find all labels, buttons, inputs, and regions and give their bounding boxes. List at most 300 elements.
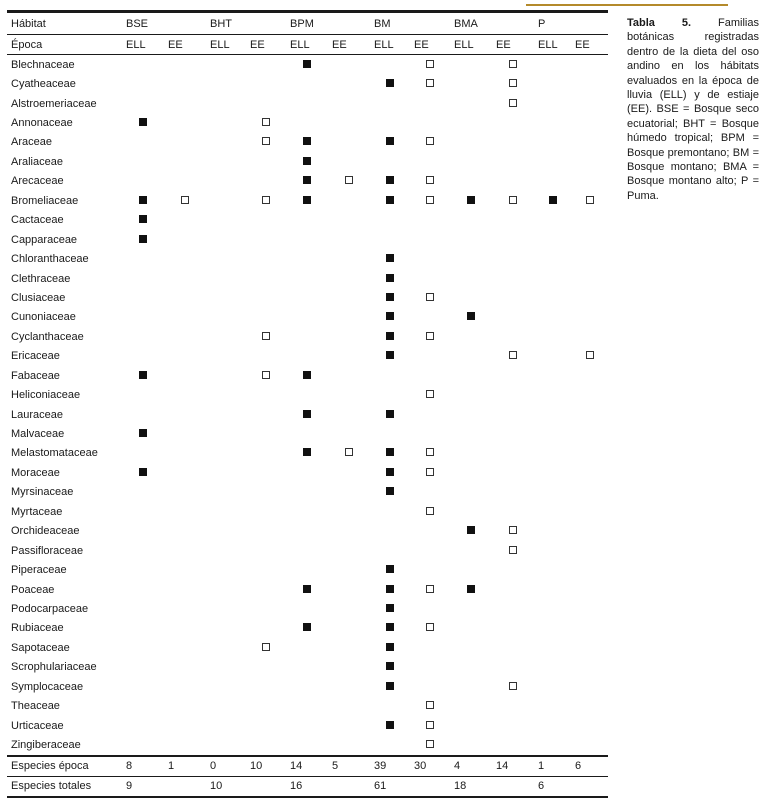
presence-cell [450, 308, 492, 327]
presence-cell [450, 55, 492, 75]
presence-cell [571, 113, 608, 132]
presence-cell [410, 735, 450, 755]
presence-cell [534, 560, 571, 579]
presence-cell [534, 638, 571, 657]
presence-cell [206, 405, 246, 424]
empty-square-icon [426, 60, 434, 68]
presence-cell [492, 677, 534, 696]
family-name: Blechnaceae [11, 58, 75, 71]
presence-cell [164, 405, 206, 424]
presence-cell [370, 560, 410, 579]
presence-cell [164, 677, 206, 696]
presence-cell [534, 502, 571, 521]
empty-square-icon [426, 507, 434, 515]
presence-cell [450, 560, 492, 579]
presence-cell [328, 658, 370, 677]
presence-cell [450, 444, 492, 463]
empty-square-icon [426, 176, 434, 184]
presence-cell [410, 599, 450, 618]
presence-cell [534, 211, 571, 230]
presence-cell [328, 308, 370, 327]
presence-cell [492, 463, 534, 482]
filled-square-icon [303, 176, 311, 184]
presence-cell [206, 327, 246, 346]
presence-cell [164, 133, 206, 152]
presence-cell [206, 522, 246, 541]
presence-cell [328, 580, 370, 599]
presence-cell [410, 541, 450, 560]
empty-square-icon [181, 196, 189, 204]
presence-cell [164, 211, 206, 230]
presence-cell [246, 522, 286, 541]
presence-cell [450, 716, 492, 735]
presence-cell [328, 211, 370, 230]
presence-cell [164, 230, 206, 249]
table-row [7, 74, 608, 93]
empty-square-icon [509, 351, 517, 359]
filled-square-icon [386, 137, 394, 145]
presence-cell [122, 502, 164, 521]
presence-cell [206, 191, 246, 210]
presence-cell [164, 308, 206, 327]
especies-totales-value: 18 [450, 776, 534, 797]
family-name: Sapotaceae [11, 641, 70, 654]
empty-square-icon [262, 118, 270, 126]
filled-square-icon [386, 448, 394, 456]
presence-cell [286, 94, 328, 113]
presence-cell [206, 424, 246, 443]
presence-cell [492, 522, 534, 541]
presence-cell [122, 696, 164, 715]
presence-cell [122, 638, 164, 657]
presence-cell [410, 133, 450, 152]
presence-cell [370, 152, 410, 171]
presence-cell [328, 385, 370, 404]
filled-square-icon [386, 79, 394, 87]
table-row [7, 366, 608, 385]
presence-cell [206, 172, 246, 191]
presence-cell [246, 677, 286, 696]
presence-cell [410, 74, 450, 93]
family-name: Cactaceae [11, 214, 64, 227]
presence-cell [450, 502, 492, 521]
presence-cell [370, 55, 410, 75]
empty-square-icon [426, 79, 434, 87]
presence-cell [450, 288, 492, 307]
empty-square-icon [426, 196, 434, 204]
presence-cell [328, 424, 370, 443]
presence-cell [328, 230, 370, 249]
habitat-header: BSE [122, 12, 206, 35]
presence-cell [410, 560, 450, 579]
family-name: Orchideaceae [11, 525, 80, 538]
presence-cell [164, 113, 206, 132]
presence-cell [571, 677, 608, 696]
presence-cell [122, 74, 164, 93]
presence-cell [571, 152, 608, 171]
presence-cell [206, 211, 246, 230]
presence-cell [286, 599, 328, 618]
presence-cell [246, 658, 286, 677]
presence-cell [370, 735, 410, 755]
presence-cell [492, 113, 534, 132]
empty-square-icon [509, 682, 517, 690]
presence-cell [328, 735, 370, 755]
empty-square-icon [345, 448, 353, 456]
empty-square-icon [426, 332, 434, 340]
empty-square-icon [345, 176, 353, 184]
presence-cell [534, 55, 571, 75]
diet-families-table [7, 10, 608, 798]
family-name: Scrophulariaceae [11, 661, 97, 674]
accent-rule [526, 4, 728, 6]
presence-cell [571, 288, 608, 307]
presence-cell [286, 152, 328, 171]
presence-cell [534, 463, 571, 482]
presence-cell [328, 94, 370, 113]
family-name: Chloranthaceae [11, 253, 89, 266]
table-row [7, 735, 608, 755]
presence-cell [571, 74, 608, 93]
presence-cell [206, 269, 246, 288]
presence-cell [286, 424, 328, 443]
presence-cell [206, 735, 246, 755]
family-name: Theaceae [11, 700, 60, 713]
presence-cell [246, 716, 286, 735]
family-name: Cunoniaceae [11, 311, 76, 324]
family-name: Arecaceae [11, 175, 64, 188]
presence-cell [164, 385, 206, 404]
family-name: Urticaceae [11, 719, 64, 732]
filled-square-icon [386, 682, 394, 690]
presence-cell [450, 619, 492, 638]
empty-square-icon [509, 526, 517, 534]
presence-cell [571, 735, 608, 755]
presence-cell [450, 74, 492, 93]
presence-cell [206, 230, 246, 249]
table-row [7, 385, 608, 404]
presence-cell [571, 444, 608, 463]
presence-cell [246, 288, 286, 307]
especies-epoca-value: 5 [328, 756, 370, 777]
presence-cell [492, 191, 534, 210]
filled-square-icon [386, 643, 394, 651]
especies-epoca-value: 30 [410, 756, 450, 777]
presence-cell [534, 308, 571, 327]
epoca-header: ELL [370, 35, 410, 55]
presence-cell [571, 385, 608, 404]
table-row [7, 677, 608, 696]
family-name: Myrsinaceae [11, 486, 74, 499]
presence-cell [328, 269, 370, 288]
presence-cell [328, 463, 370, 482]
presence-cell [410, 347, 450, 366]
presence-cell [450, 172, 492, 191]
empty-square-icon [262, 137, 270, 145]
filled-square-icon [303, 623, 311, 631]
presence-cell [246, 502, 286, 521]
presence-cell [122, 55, 164, 75]
especies-epoca-value: 4 [450, 756, 492, 777]
presence-cell [246, 560, 286, 579]
presence-cell [122, 288, 164, 307]
presence-cell [246, 483, 286, 502]
epoca-header: ELL [206, 35, 246, 55]
presence-cell [122, 735, 164, 755]
presence-cell [450, 347, 492, 366]
presence-cell [370, 288, 410, 307]
empty-square-icon [426, 701, 434, 709]
presence-cell [410, 327, 450, 346]
table-row [7, 658, 608, 677]
table-row [7, 716, 608, 735]
presence-cell [410, 580, 450, 599]
presence-cell [246, 211, 286, 230]
presence-cell [370, 424, 410, 443]
presence-cell [410, 463, 450, 482]
presence-cell [492, 502, 534, 521]
especies-epoca-value: 8 [122, 756, 164, 777]
table-row [7, 191, 608, 210]
presence-cell [286, 347, 328, 366]
presence-cell [206, 308, 246, 327]
filled-square-icon [139, 429, 147, 437]
presence-cell [164, 191, 206, 210]
presence-cell [534, 580, 571, 599]
presence-cell [286, 463, 328, 482]
presence-cell [246, 580, 286, 599]
presence-cell [370, 327, 410, 346]
presence-cell [122, 152, 164, 171]
presence-cell [122, 580, 164, 599]
presence-cell [122, 211, 164, 230]
presence-cell [328, 347, 370, 366]
presence-cell [246, 191, 286, 210]
presence-cell [410, 677, 450, 696]
presence-cell [370, 133, 410, 152]
presence-cell [328, 677, 370, 696]
presence-cell [246, 152, 286, 171]
presence-cell [571, 463, 608, 482]
table-row [7, 696, 608, 715]
especies-totales-value: 16 [286, 776, 370, 797]
presence-cell [164, 249, 206, 268]
empty-square-icon [509, 60, 517, 68]
habitat-header: BM [370, 12, 450, 35]
presence-cell [450, 385, 492, 404]
filled-square-icon [386, 293, 394, 301]
table-row [7, 113, 608, 132]
presence-cell [571, 502, 608, 521]
empty-square-icon [426, 390, 434, 398]
presence-cell [450, 113, 492, 132]
presence-cell [122, 249, 164, 268]
presence-cell [571, 133, 608, 152]
presence-cell [328, 560, 370, 579]
presence-cell [450, 599, 492, 618]
presence-cell [534, 269, 571, 288]
presence-cell [286, 308, 328, 327]
presence-cell [328, 113, 370, 132]
especies-epoca-row [7, 756, 608, 777]
presence-cell [246, 444, 286, 463]
presence-cell [122, 716, 164, 735]
presence-cell [286, 133, 328, 152]
presence-cell [206, 677, 246, 696]
presence-cell [571, 716, 608, 735]
presence-cell [206, 74, 246, 93]
presence-cell [286, 541, 328, 560]
presence-cell [164, 522, 206, 541]
presence-cell [122, 269, 164, 288]
presence-cell [370, 211, 410, 230]
empty-square-icon [426, 740, 434, 748]
presence-cell [206, 113, 246, 132]
presence-cell [370, 522, 410, 541]
presence-cell [246, 94, 286, 113]
family-name: Malvaceae [11, 428, 65, 441]
presence-cell [328, 288, 370, 307]
presence-cell [370, 541, 410, 560]
filled-square-icon [139, 118, 147, 126]
presence-cell [571, 599, 608, 618]
presence-cell [410, 55, 450, 75]
habitat-header: BMA [450, 12, 534, 35]
presence-cell [450, 191, 492, 210]
especies-totales-row [7, 776, 608, 797]
empty-square-icon [262, 371, 270, 379]
presence-cell [286, 560, 328, 579]
presence-cell [370, 74, 410, 93]
family-name: Araceae [11, 136, 52, 149]
presence-cell [246, 55, 286, 75]
presence-cell [492, 444, 534, 463]
presence-cell [164, 541, 206, 560]
presence-cell [206, 658, 246, 677]
especies-epoca-value: 14 [492, 756, 534, 777]
presence-cell [450, 366, 492, 385]
family-name: Cyclanthaceae [11, 330, 84, 343]
empty-square-icon [586, 196, 594, 204]
table-row [7, 502, 608, 521]
presence-cell [286, 658, 328, 677]
presence-cell [246, 347, 286, 366]
presence-cell [328, 55, 370, 75]
presence-cell [206, 94, 246, 113]
habitat-header: BHT [206, 12, 286, 35]
presence-cell [571, 424, 608, 443]
presence-cell [286, 696, 328, 715]
table-row [7, 483, 608, 502]
filled-square-icon [386, 332, 394, 340]
family-name: Passifloraceae [11, 544, 84, 557]
presence-cell [571, 619, 608, 638]
habitat-label: Hábitat [7, 12, 122, 35]
presence-cell [410, 94, 450, 113]
presence-cell [206, 288, 246, 307]
presence-cell [286, 522, 328, 541]
presence-cell [410, 249, 450, 268]
presence-cell [246, 308, 286, 327]
presence-cell [571, 638, 608, 657]
presence-cell [286, 327, 328, 346]
presence-cell [450, 211, 492, 230]
presence-cell [370, 677, 410, 696]
presence-cell [534, 522, 571, 541]
presence-cell [164, 288, 206, 307]
presence-cell [122, 483, 164, 502]
presence-cell [164, 580, 206, 599]
presence-cell [492, 94, 534, 113]
family-name: Cyatheaceae [11, 78, 76, 91]
presence-cell [206, 502, 246, 521]
presence-cell [328, 152, 370, 171]
presence-cell [206, 716, 246, 735]
presence-cell [122, 366, 164, 385]
presence-cell [122, 94, 164, 113]
presence-cell [534, 113, 571, 132]
presence-cell [571, 249, 608, 268]
presence-cell [534, 288, 571, 307]
presence-cell [206, 638, 246, 657]
table-row [7, 619, 608, 638]
presence-cell [571, 522, 608, 541]
presence-cell [164, 74, 206, 93]
presence-cell [450, 424, 492, 443]
presence-cell [122, 405, 164, 424]
table-row [7, 327, 608, 346]
empty-square-icon [262, 196, 270, 204]
empty-square-icon [509, 546, 517, 554]
epoca-header: EE [410, 35, 450, 55]
presence-cell [328, 133, 370, 152]
presence-cell [122, 560, 164, 579]
presence-cell [246, 366, 286, 385]
presence-cell [122, 522, 164, 541]
filled-square-icon [386, 604, 394, 612]
presence-cell [370, 502, 410, 521]
table-row [7, 580, 608, 599]
especies-epoca-value: 1 [164, 756, 206, 777]
presence-cell [122, 599, 164, 618]
filled-square-icon [467, 196, 475, 204]
family-name: Poaceae [11, 583, 55, 596]
presence-cell [328, 522, 370, 541]
empty-square-icon [426, 721, 434, 729]
presence-cell [286, 619, 328, 638]
presence-cell [492, 152, 534, 171]
presence-cell [571, 327, 608, 346]
family-name: Alstroemeriaceae [11, 97, 97, 110]
presence-cell [534, 191, 571, 210]
especies-epoca-value: 1 [534, 756, 571, 777]
presence-cell [370, 696, 410, 715]
presence-cell [370, 249, 410, 268]
presence-cell [164, 55, 206, 75]
presence-cell [370, 347, 410, 366]
presence-cell [410, 172, 450, 191]
presence-cell [328, 172, 370, 191]
presence-cell [122, 677, 164, 696]
empty-square-icon [426, 293, 434, 301]
presence-cell [492, 716, 534, 735]
presence-cell [286, 55, 328, 75]
family-name: Melastomataceae [11, 447, 98, 460]
presence-cell [122, 327, 164, 346]
filled-square-icon [549, 196, 557, 204]
presence-cell [492, 483, 534, 502]
presence-cell [534, 366, 571, 385]
